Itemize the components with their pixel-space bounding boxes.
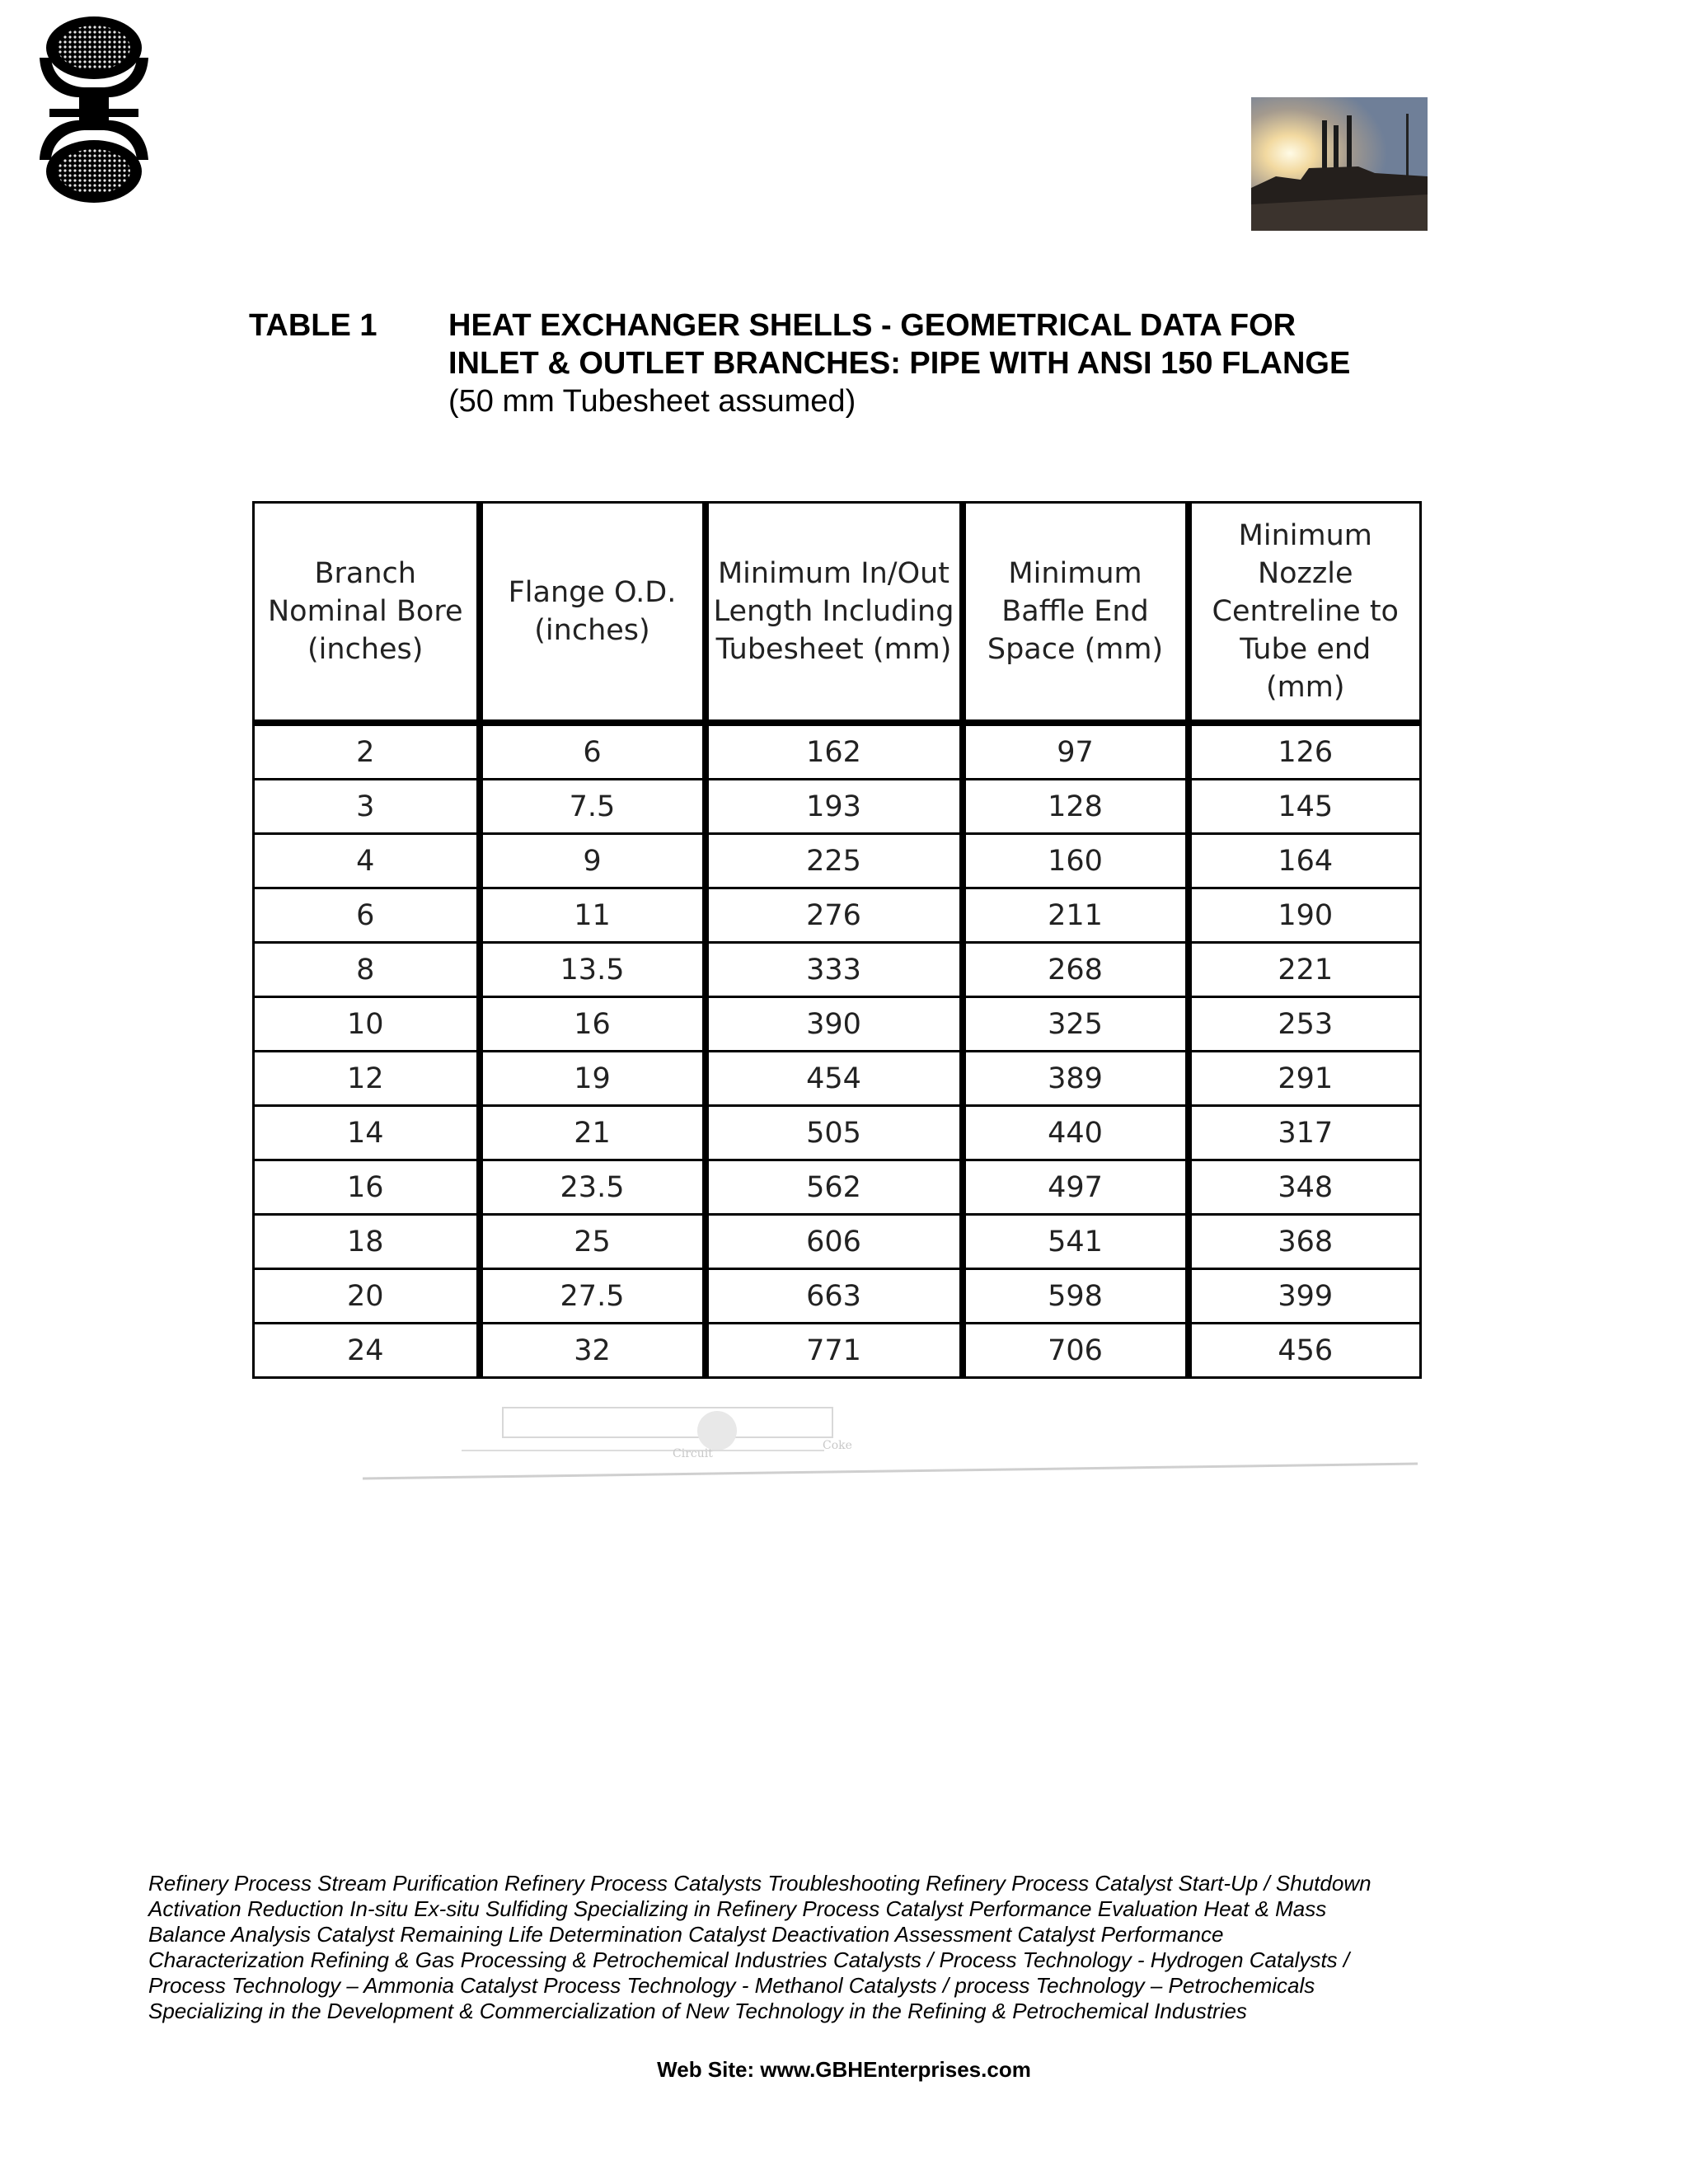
table-cell: 21 xyxy=(480,1106,706,1160)
table-cell: 16 xyxy=(254,1160,480,1215)
table-cell: 18 xyxy=(254,1215,480,1269)
table-title xyxy=(448,307,1520,420)
table-cell: 598 xyxy=(963,1269,1189,1324)
table-cell: 10 xyxy=(254,997,480,1052)
table-cell: 9 xyxy=(480,834,706,888)
table-cell: 162 xyxy=(706,723,963,780)
table-row xyxy=(254,1052,1421,1106)
table-cell: 276 xyxy=(706,888,963,943)
table-subtitle: (50 mm Tubesheet assumed) xyxy=(448,384,856,419)
table-cell: 13.5 xyxy=(480,943,706,997)
table-cell: 606 xyxy=(706,1215,963,1269)
table-cell: 6 xyxy=(480,723,706,780)
artifact-label-left: Circuit xyxy=(673,1447,713,1460)
table-cell: 663 xyxy=(706,1269,963,1324)
table-cell: 221 xyxy=(1189,943,1421,997)
table-cell: 160 xyxy=(963,834,1189,888)
table-cell: 2 xyxy=(254,723,480,780)
table-cell: 706 xyxy=(963,1324,1189,1378)
table-cell: 253 xyxy=(1189,997,1421,1052)
table-cell: 7.5 xyxy=(480,780,706,834)
table-cell: 23.5 xyxy=(480,1160,706,1215)
artifact-label-right: Coke xyxy=(823,1439,852,1452)
table-cell: 225 xyxy=(706,834,963,888)
title-line-2: INLET & OUTLET BRANCHES: PIPE WITH ANSI 150 FLANGE xyxy=(448,346,1351,381)
data-table-wrapper xyxy=(252,501,1419,1379)
table-row xyxy=(254,997,1421,1052)
header-min-length: Minimum In/Out Length Including Tubesheet (mm) xyxy=(706,503,963,724)
table-cell: 12 xyxy=(254,1052,480,1106)
header-nozzle-centreline: Minimum Nozzle Centreline to Tube end (mm) xyxy=(1189,503,1421,724)
table-row xyxy=(254,723,1421,780)
table-cell: 291 xyxy=(1189,1052,1421,1106)
table-cell: 268 xyxy=(963,943,1189,997)
table-cell: 497 xyxy=(963,1160,1189,1215)
table-cell: 390 xyxy=(706,997,963,1052)
table-row xyxy=(254,1160,1421,1215)
header-baffle-space: Minimum Baffle End Space (mm) xyxy=(963,503,1189,724)
table-cell: 317 xyxy=(1189,1106,1421,1160)
table-cell: 19 xyxy=(480,1052,706,1106)
table-cell: 541 xyxy=(963,1215,1189,1269)
table-cell: 8 xyxy=(254,943,480,997)
table-cell: 333 xyxy=(706,943,963,997)
table-cell: 505 xyxy=(706,1106,963,1160)
table-row xyxy=(254,780,1421,834)
scan-artifact xyxy=(363,1406,1418,1480)
table-row xyxy=(254,1215,1421,1269)
table-cell: 126 xyxy=(1189,723,1421,780)
table-cell: 368 xyxy=(1189,1215,1421,1269)
table-cell: 325 xyxy=(963,997,1189,1052)
company-logo xyxy=(33,15,155,204)
table-cell: 348 xyxy=(1189,1160,1421,1215)
table-cell: 6 xyxy=(254,888,480,943)
table-cell: 771 xyxy=(706,1324,963,1378)
website-link[interactable]: Web Site: www.GBHEnterprises.com xyxy=(657,2057,1031,2082)
table-cell: 562 xyxy=(706,1160,963,1215)
table-row xyxy=(254,1106,1421,1160)
title-line-1: HEAT EXCHANGER SHELLS - GEOMETRICAL DATA FOR xyxy=(448,308,1296,343)
table-cell: 399 xyxy=(1189,1269,1421,1324)
table-cell: 211 xyxy=(963,888,1189,943)
footer-services-text: Refinery Process Stream Purification Refinery Process Catalysts Troubleshooting Refinery Process Catalyst Start-Up / Shutdown Activation Reduction In-situ Ex-situ Sulfiding Specializing in Refinery Process Catalyst Performance Evaluation Heat & Mass Balance Analysis Catalyst Remaining Life Determination Catalyst Deactivation Assessment Catalyst Performance Characterization Refining & Gas Processing & Petrochemical Industries Catalysts / Process Technology - Hydrogen Catalysts / Process Technology – Ammonia Catalyst Process Technology - Methanol Catalysts / process Technology – Petrochemicals Specializing in the Development & Commercialization of New Technology in the Refining & Petrochemical Industries xyxy=(148,1871,1372,2023)
table-cell: 20 xyxy=(254,1269,480,1324)
table-cell: 16 xyxy=(480,997,706,1052)
header-flange-od: Flange O.D. (inches) xyxy=(480,503,706,724)
table-row xyxy=(254,888,1421,943)
header-branch-bore: Branch Nominal Bore (inches) xyxy=(254,503,480,724)
table-cell: 3 xyxy=(254,780,480,834)
table-row xyxy=(254,1324,1421,1378)
table-cell: 190 xyxy=(1189,888,1421,943)
table-cell: 128 xyxy=(963,780,1189,834)
table-cell: 454 xyxy=(706,1052,963,1106)
refinery-photo xyxy=(1251,97,1428,231)
table-body xyxy=(254,723,1421,1378)
geometrical-data-table xyxy=(252,501,1422,1379)
table-row xyxy=(254,943,1421,997)
table-cell: 24 xyxy=(254,1324,480,1378)
table-cell: 440 xyxy=(963,1106,1189,1160)
table-cell: 164 xyxy=(1189,834,1421,888)
table-cell: 14 xyxy=(254,1106,480,1160)
table-cell: 389 xyxy=(963,1052,1189,1106)
table-cell: 32 xyxy=(480,1324,706,1378)
table-cell: 4 xyxy=(254,834,480,888)
table-row xyxy=(254,1269,1421,1324)
table-cell: 97 xyxy=(963,723,1189,780)
table-cell: 27.5 xyxy=(480,1269,706,1324)
table-cell: 11 xyxy=(480,888,706,943)
table-row xyxy=(254,834,1421,888)
table-cell: 456 xyxy=(1189,1324,1421,1378)
table-cell: 25 xyxy=(480,1215,706,1269)
table-cell: 145 xyxy=(1189,780,1421,834)
table-cell: 193 xyxy=(706,780,963,834)
table-header-row xyxy=(254,503,1421,724)
table-label: TABLE 1 xyxy=(249,308,377,343)
